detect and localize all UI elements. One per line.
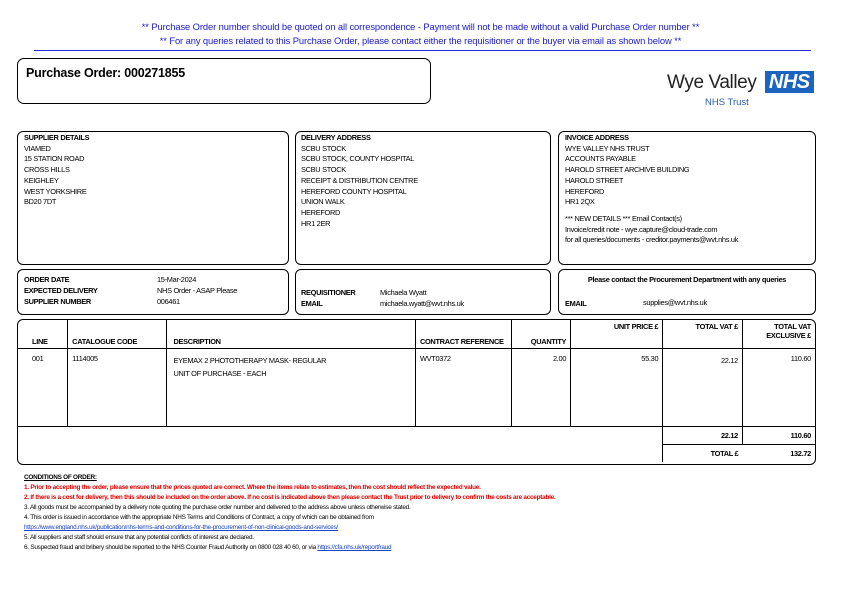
invoice-line: HR1 2QX [565, 197, 595, 207]
supplier-number-value: 006461 [157, 297, 180, 306]
cell-contract-reference: WVT0372 [415, 348, 511, 426]
invoice-address-box [558, 131, 816, 265]
condition-item: 3. All goods must be accompanied by a delivery note quoting the purchase order number and delivered to the address above unless otherwise stated. [24, 504, 411, 511]
subtotal-vat: 22.12 [663, 426, 743, 444]
invoice-title: INVOICE ADDRESS [565, 133, 629, 142]
nhs-logo [667, 70, 814, 108]
purchase-order-box [17, 58, 431, 104]
po-number: 000271855 [124, 66, 186, 80]
invoice-line: WYE VALLEY NHS TRUST [565, 143, 650, 153]
col-description: DESCRIPTION [166, 320, 415, 348]
invoice-line: ACCOUNTS PAYABLE [565, 154, 636, 164]
supplier-line: 15 STATION ROAD [24, 154, 85, 164]
condition-item: 4. This order is issued in accordance with the appropriate NHS Terms and Conditions of Contract, a copy of which can be obtained from [24, 514, 374, 521]
col-quantity: QUANTITY [512, 320, 571, 348]
cell-catalogue-code: 1114005 [68, 348, 166, 426]
col-total-vat-exclusive: TOTAL VAT EXCLUSIVE £ [742, 320, 815, 348]
procurement-message: Please contact the Procurement Department with any queries [587, 275, 787, 284]
invoice-line: HEREFORD [565, 186, 605, 196]
delivery-line: HEREFORD [301, 207, 341, 217]
cell-quantity: 2.00 [512, 348, 571, 426]
delivery-line: HR1 2ER [301, 218, 331, 228]
delivery-line: UNION WALK [301, 197, 345, 207]
condition-item: 1. Prior to accepting the order, please ensure that the prices quoted are correct. Where the items relate to estimates, then the cost should reflect the expected value. [24, 484, 481, 491]
condition-item: 5. All suppliers and staff should ensure that any potential conflicts of interest are declared. [24, 534, 254, 541]
invoice-line: HAROLD STREET ARCHIVE BUILDING [565, 165, 690, 175]
condition-item-text: 6. Suspected fraud and bribery should be reported to the NHS Counter Fraud Authority on 0800 028 40 60, or via [24, 544, 316, 551]
requisitioner-box [295, 269, 551, 315]
requisitioner-email[interactable]: michaela.wyatt@wvt.nhs.uk [380, 299, 464, 308]
supplier-details-box [17, 131, 289, 265]
supplier-line: WEST YORKSHIRE [24, 186, 87, 196]
invoice-line: HAROLD STREET [565, 175, 624, 185]
table-row [18, 348, 815, 426]
order-info-box [17, 269, 289, 315]
expected-delivery-label: EXPECTED DELIVERY [24, 286, 98, 295]
col-contract-reference: CONTRACT REFERENCE [415, 320, 511, 348]
delivery-line: SCBU STOCK [301, 143, 346, 153]
banner-line-2: ** For any queries related to this Purchase Order, please contact either the requisitioner or the buyer via email as shown below ** [159, 35, 682, 46]
procurement-box [558, 269, 816, 315]
col-catalogue-code: CATALOGUE CODE [68, 320, 166, 348]
logo-org-name: Wye Valley [667, 72, 757, 93]
description-main: EYEMAX 2 PHOTOTHERAPY MASK- REGULAR [173, 355, 327, 365]
delivery-line: SCBU STOCK, COUNTY HOSPITAL [301, 154, 415, 164]
logo-subtitle: NHS Trust [705, 97, 749, 108]
order-date-value: 15-Mar-2024 [157, 275, 197, 284]
supplier-title: SUPPLIER DETAILS [24, 133, 90, 142]
conditions-title: CONDITIONS OF ORDER: [24, 474, 97, 481]
invoice-contact-email[interactable]: Invoice/credit note - wye.capture@cloud-trade.com [565, 224, 718, 234]
delivery-title: DELIVERY ADDRESS [301, 133, 371, 142]
table-header-row [18, 320, 815, 348]
cell-total-vat: 22.12 [663, 348, 743, 426]
supplier-line: VIAMED [24, 143, 51, 153]
items-table [18, 320, 815, 462]
subtotal-row [18, 426, 815, 444]
procurement-email[interactable]: supplies@wvt.nhs.uk [643, 298, 707, 307]
banner-divider [34, 50, 811, 51]
description-unit: UNIT OF PURCHASE - EACH [173, 368, 267, 378]
delivery-line: RECEIPT & DISTRIBUTION CENTRE [301, 175, 418, 185]
supplier-number-label: SUPPLIER NUMBER [24, 297, 91, 306]
expected-delivery-value: NHS Order - ASAP Please [157, 286, 238, 295]
cell-unit-price: 55.30 [571, 348, 663, 426]
condition-item [24, 543, 824, 553]
delivery-address-box [295, 131, 551, 265]
cell-line: 001 [18, 348, 68, 426]
col-unit-price: UNIT PRICE £ [571, 320, 663, 348]
col-total-vat: TOTAL VAT £ [663, 320, 743, 348]
banner-line-1: ** Purchase Order number should be quoted on all correspondence - Payment will not be made without a valid Purchase Order number ** [141, 21, 700, 32]
condition-item: 2. If there is a cost for delivery, then this should be included on the order above. If no cost is indicated above then please contact the Trust prior to delivery to confirm the costs are acceptable. [24, 494, 556, 501]
grand-total: 132.72 [742, 444, 815, 462]
requisitioner-label: REQUISITIONER [301, 288, 356, 297]
po-title [26, 66, 185, 80]
invoice-new-details: *** NEW DETAILS *** Email Contact(s) [565, 213, 682, 223]
cell-total-vat-exclusive: 110.60 [742, 348, 815, 426]
nhs-badge-icon: NHS [765, 71, 814, 93]
order-date-label: ORDER DATE [24, 275, 70, 284]
subtotal-vat-exclusive: 110.60 [742, 426, 815, 444]
delivery-line: HEREFORD COUNTY HOSPITAL [301, 186, 407, 196]
terms-conditions-link[interactable]: https://www.england.nhs.uk/publication/nhs-terms-and-conditions-for-the-procurement-of-non-clinical-goods-and-services/ [24, 524, 339, 531]
report-fraud-link[interactable]: https://cfa.nhs.uk/reportfraud [317, 544, 392, 551]
supplier-line: KEIGHLEY [24, 175, 59, 185]
requisitioner-name: Michaela Wyatt [380, 288, 427, 297]
supplier-line: CROSS HILLS [24, 165, 70, 175]
col-line: LINE [18, 320, 68, 348]
po-label: Purchase Order: [26, 66, 121, 80]
conditions-section [24, 473, 824, 553]
delivery-line: SCBU STOCK [301, 165, 346, 175]
procurement-email-label: EMAIL [565, 299, 587, 308]
total-label: TOTAL £ [663, 444, 743, 462]
supplier-line: BD20 7DT [24, 197, 57, 207]
queries-contact-email[interactable]: for all queries/documents - creditor.payments@wvt.nhs.uk [565, 235, 739, 245]
cell-description [166, 348, 415, 426]
requisitioner-email-label: EMAIL [301, 299, 323, 308]
